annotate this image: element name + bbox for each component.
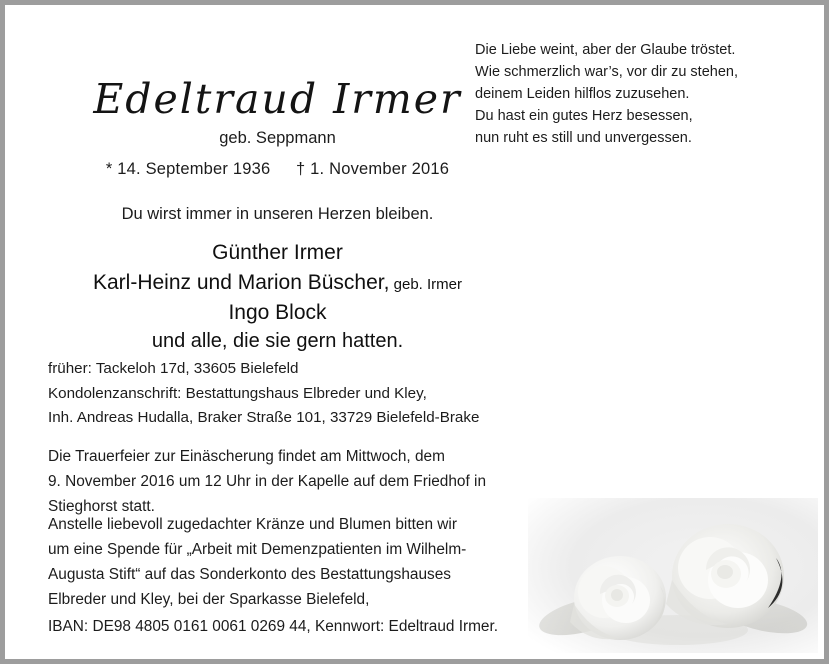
donation-line: Elbreder und Kley, bei der Sparkasse Bielefeld,: [48, 590, 370, 608]
mourners-block: [5, 205, 550, 353]
mourner-row: [5, 298, 550, 328]
mourner-name: Günther Irmer: [212, 241, 343, 264]
ceremony-line: Stieghorst statt.: [48, 497, 155, 515]
mourner-row: [5, 268, 550, 298]
mourner-name: Karl-Heinz und Marion Büscher,: [92, 270, 390, 294]
life-dates: [5, 160, 550, 179]
verse-line: Wie schmerzlich war’s, vor dir zu stehen,: [475, 64, 738, 81]
donation-line: Augusta Stift“ auf das Sonderkonto des Bestattungshauses: [48, 565, 451, 583]
verse-line: deinem Leiden hilflos zuzusehen.: [475, 86, 690, 103]
verse-line: Die Liebe weint, aber der Glaube tröstet.: [475, 42, 736, 58]
address-block: [48, 357, 548, 431]
deceased-name: Edeltraud Irmer: [93, 75, 462, 123]
white-roses-photo: [528, 498, 818, 653]
donation-line: um eine Spende für „Arbeit mit Demenzpatienten im Wilhelm-: [48, 540, 467, 558]
deceased-block: [5, 77, 550, 179]
ceremony-line: 9. November 2016 um 12 Uhr in der Kapelle auf dem Friedhof in: [48, 472, 487, 490]
verse-line: nun ruht es still und unvergessen.: [475, 130, 692, 147]
mourners-lead: Du wirst immer in unseren Herzen bleiben.: [121, 205, 434, 223]
verse-line: Du hast ein gutes Herz besessen,: [475, 108, 693, 125]
ceremony-block: [48, 445, 550, 520]
ceremony-line: Die Trauerfeier zur Einäscherung findet am Mittwoch, dem: [48, 448, 445, 465]
mourners-closing: und alle, die sie gern hatten.: [151, 330, 404, 353]
maiden-name: geb. Seppmann: [219, 129, 336, 148]
donation-line: Anstelle liebevoll zugedachter Kränze und Blumen bitten wir: [48, 516, 457, 533]
address-line: Kondolenzanschrift: Bestattungshaus Elbreder und Kley,: [48, 384, 427, 402]
birth-date: * 14. September 1936: [105, 160, 271, 179]
death-date: † 1. November 2016: [296, 160, 450, 179]
address-line: Inh. Andreas Hudalla, Braker Straße 101, 33729 Bielefeld-Brake: [48, 409, 480, 427]
donation-block: [48, 513, 550, 640]
mourner-row: [5, 238, 550, 268]
mourner-name: Ingo Block: [228, 300, 327, 324]
mourner-name-suffix: geb. Irmer: [389, 275, 462, 293]
address-line: früher: Tackeloh 17d, 33605 Bielefeld: [48, 360, 299, 377]
iban-line: IBAN: DE98 4805 0161 0061 0269 44, Kennwort: Edeltraud Irmer.: [48, 617, 499, 635]
